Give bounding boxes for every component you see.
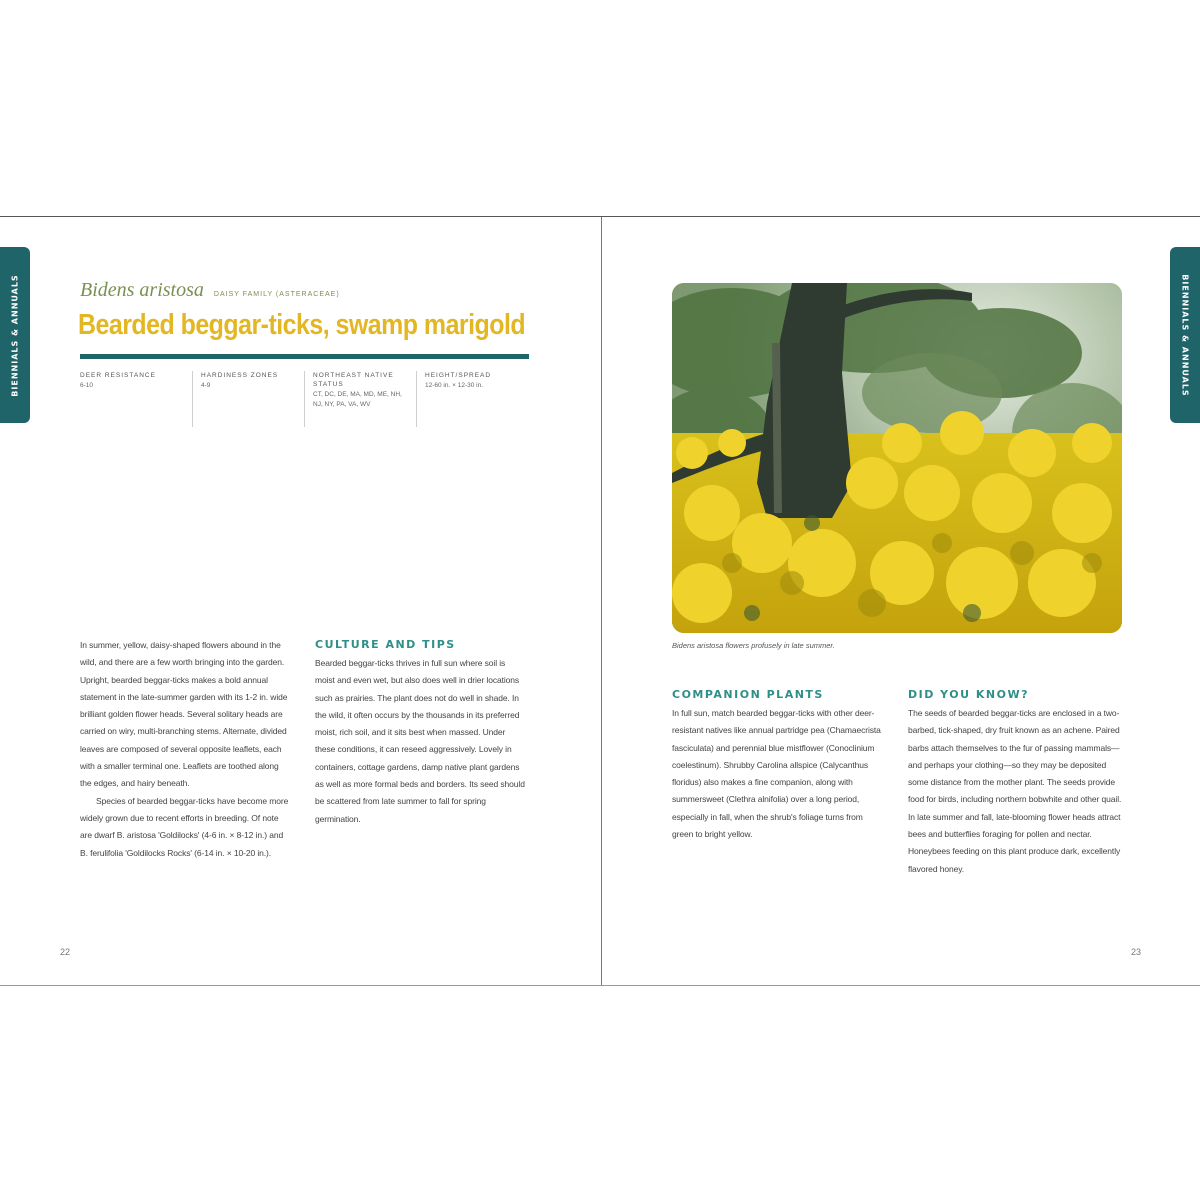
fact-table: [80, 371, 530, 427]
scientific-name-row: [80, 279, 340, 302]
fact-height-spread: [416, 371, 528, 427]
section-tab-label: BIENNIALS & ANNUALS: [1180, 273, 1190, 397]
fact-label: HEIGHT/SPREAD: [425, 372, 492, 379]
companion-heading: COMPANION PLANTS: [672, 688, 824, 701]
section-tab-left: [0, 247, 30, 423]
scientific-name: Bidens aristosa: [80, 279, 204, 301]
fact-value: 6-10: [80, 382, 94, 389]
photo-illustration: [672, 283, 1122, 633]
fact-native-status: [304, 371, 416, 427]
did-you-know-text: The seeds of bearded beggar-ticks are enclosed in a two-barbed, tick-shaped, dry fruit known as an achene. Paired barbs attach themselves to the fur of passing mammals—and perhaps your clothing—so they may be deposited some distance from the mother plant. The seeds provide food for birds, including northern bobwhite and other quail. In late summer and fall, late-blooming flower heads attract bees and butterflies foraging for pollen and nectar. Honeybees feeding on this plant produce dark, excellently flavored honey.: [908, 708, 1122, 874]
plant-family: DAISY FAMILY (ASTERACEAE): [213, 291, 340, 298]
culture-text: Bearded beggar-ticks thrives in full sun where soil is moist and even wet, but also does well in drier locations such as prairies. The plant does not do well in shade. In the wild, it often occurs by the thousands in its preferred moist, rich soil, and it sits best when massed. Under these conditions, it can reseed aggressively. Lovely in containers, cottage gardens, damp native plant gardens as well as more formal beds and borders. Its seed should be scattered from late summer to fall for spring germination.: [315, 658, 525, 824]
fact-label: NORTHEAST NATIVE STATUS: [313, 372, 394, 388]
section-tab-right: [1170, 247, 1200, 423]
body-paragraph: In summer, yellow, daisy-shaped flowers abound in the wild, and there are a few worth bringing into the garden. Upright, bearded beggar-ticks makes a bold annual statement in the late-summer garden with its 1-2 in. wide brilliant golden flower heads. Several solitary heads are carried on wiry, multi-branching stems. Alternate, divided leaves are composed of several opposite leaflets, each with a smaller terminal one. Leaflets are toothed along the edges, and hairy beneath.: [80, 640, 288, 789]
fact-value: CT, DC, DE, MA, MD, ME, NH, NJ, NY, PA, VA, WV: [313, 391, 402, 408]
photo-caption: Bidens aristosa flowers profusely in late summer.: [672, 641, 835, 650]
plant-photo: [672, 283, 1122, 633]
companion-text: In full sun, match bearded beggar-ticks with other deer-resistant natives like annual partridge pea (Chamaecrista fasciculata) and perennial blue mistflower (Conoclinium coelestinum). Shrubby Carolina allspice (Calycanthus floridus) also makes a fine companion, along with summersweet (Clethra alnifolia) over a long period, especially in fall, when the shrub's foliage turns from green to bright yellow.: [672, 708, 881, 840]
did-you-know-section: [908, 687, 1122, 878]
book-spread: [0, 216, 1200, 986]
intro-body: [80, 637, 290, 862]
fact-label: HARDINESS ZONES: [201, 372, 279, 379]
title-rule: [80, 354, 529, 359]
companion-section: [672, 687, 886, 843]
fact-deer-resistance: [80, 371, 192, 427]
body-paragraph: Species of bearded beggar-ticks have become more widely grown due to recent efforts in breeding. Of note are dwarf B. aristosa 'Goldilocks' (4-6 in. × 8-12 in.) and B. ferulifolia 'Goldilocks Rocks' (6-14 in. × 10-20 in.).: [80, 795, 289, 858]
section-tab-label: BIENNIALS & ANNUALS: [10, 273, 20, 397]
fact-label: DEER RESISTANCE: [80, 372, 156, 379]
culture-heading: CULTURE AND TIPS: [315, 638, 456, 651]
common-name-title: Bearded beggar-ticks, swamp marigold: [78, 309, 526, 341]
page-number-right: 23: [1131, 947, 1142, 957]
culture-section: [315, 637, 527, 828]
did-you-know-heading: DID YOU KNOW?: [908, 688, 1029, 701]
fact-hardiness-zones: [192, 371, 304, 427]
page-number-left: 22: [60, 947, 71, 957]
gutter-line: [601, 217, 602, 985]
fact-value: 4-9: [201, 382, 211, 389]
fact-value: 12-60 in. × 12-30 in.: [425, 382, 483, 389]
